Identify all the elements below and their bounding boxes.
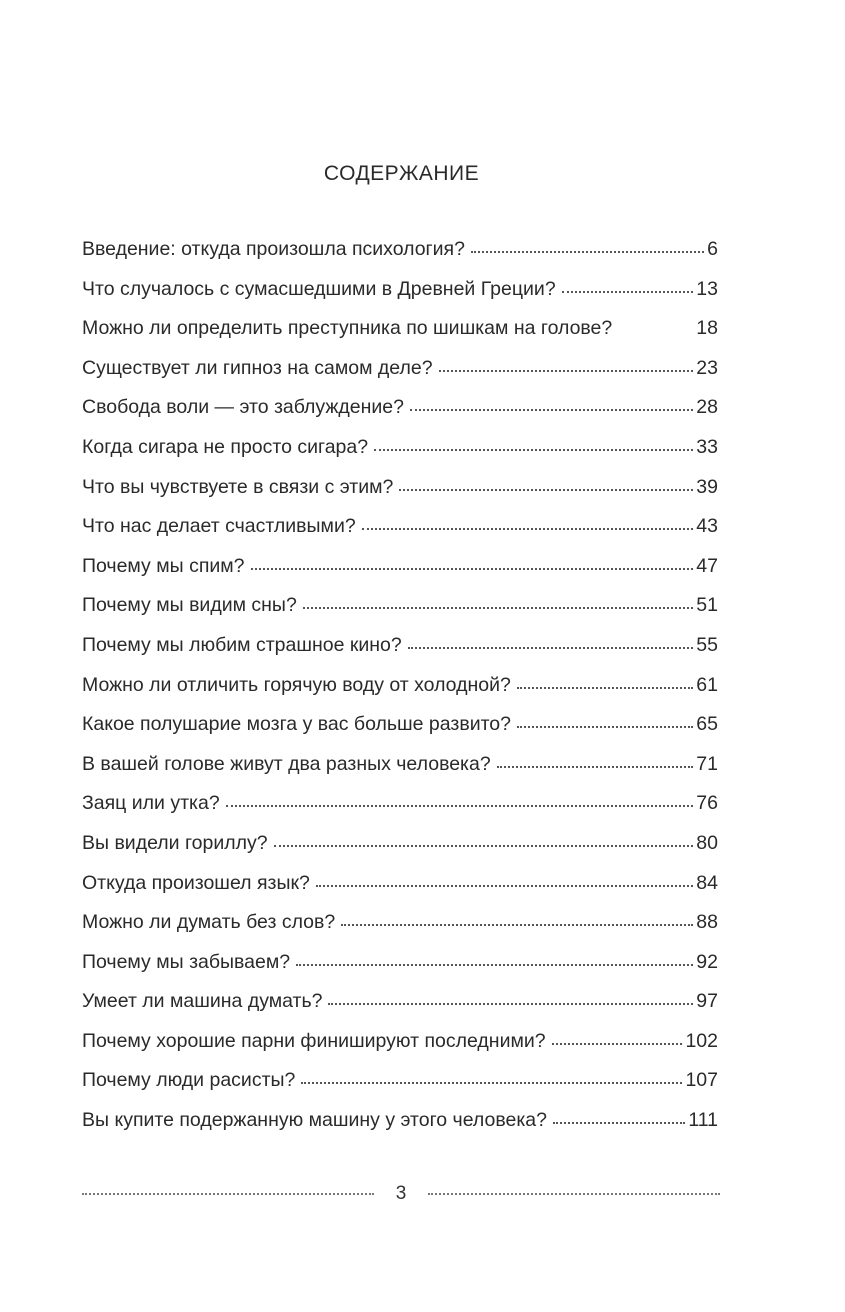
toc-entry-title: Почему мы забываем?: [82, 950, 291, 973]
dot-leader: [399, 488, 693, 491]
toc-entry-page: 76: [696, 792, 718, 815]
toc-entry-title: Когда сигара не просто сигара?: [82, 435, 369, 458]
toc-entry-title: Почему мы видим сны?: [82, 594, 297, 617]
toc-entry[interactable]: [82, 515, 718, 555]
toc-entry[interactable]: [82, 832, 718, 872]
toc-entry-page: 61: [696, 673, 718, 696]
dot-leader: [517, 725, 693, 728]
toc-entry-page: 71: [696, 752, 718, 775]
dot-leader: [471, 250, 704, 253]
toc-entry-title: Введение: откуда произошла психология?: [82, 238, 465, 260]
toc-entry-title: Что вы чувствуете в связи с этим?: [82, 475, 394, 498]
toc-entry-title: Почему люди расисты?: [82, 1069, 296, 1092]
toc-entry[interactable]: [82, 555, 718, 595]
toc-entry-title: Что случалось с сумасшедшими в Древней Греции?: [82, 277, 556, 300]
footer-dotted-rule-right: [428, 1193, 720, 1195]
toc-entry-page: 102: [685, 1029, 718, 1052]
toc-entry[interactable]: [82, 792, 718, 832]
dot-leader: [362, 527, 694, 530]
toc-entry[interactable]: [82, 317, 718, 357]
toc-entry[interactable]: [82, 238, 718, 278]
dot-leader: [408, 646, 694, 649]
page-number: 3: [395, 1183, 407, 1204]
dot-leader: [274, 844, 694, 847]
toc-entry-page: 111: [688, 1109, 718, 1132]
dot-leader: [553, 1121, 685, 1124]
toc-entry[interactable]: [82, 594, 718, 634]
dot-leader: [562, 290, 694, 293]
toc-entry-page: 13: [696, 277, 718, 300]
toc-entry-title: Умеет ли машина думать?: [82, 990, 323, 1013]
toc-entry-page: 39: [696, 475, 718, 498]
toc-entry[interactable]: [82, 436, 718, 476]
toc-entry-page: 88: [696, 911, 718, 934]
toc-entry-title: Почему хорошие парни финишируют последними?: [82, 1029, 546, 1052]
toc-entry-title: Откуда произошел язык?: [82, 871, 310, 894]
dot-leader: [296, 963, 693, 966]
dot-leader: [552, 1042, 683, 1045]
toc-entry[interactable]: [82, 872, 718, 912]
toc-entry-page: 92: [696, 950, 718, 973]
toc-entry-title: Можно ли думать без слов?: [82, 911, 336, 934]
toc-entry-title: Почему мы спим?: [82, 554, 245, 577]
toc-entry-title: Почему мы любим страшное кино?: [82, 633, 402, 656]
toc-entry[interactable]: [82, 911, 718, 951]
toc-entry[interactable]: [82, 396, 718, 436]
toc-entry-title: Можно ли определить преступника по шишкам на голове?: [82, 317, 613, 340]
dot-leader: [517, 686, 693, 689]
page-title: СОДЕРЖАНИЕ: [323, 162, 480, 185]
toc-entry-page: 23: [696, 356, 718, 379]
dot-leader: [301, 1081, 682, 1084]
toc-entry-page: 18: [696, 317, 718, 340]
dot-leader: [374, 448, 693, 451]
toc-entry-page: 107: [685, 1069, 718, 1092]
toc-entry-page: 65: [696, 713, 718, 736]
dot-leader: [251, 567, 694, 570]
dot-leader: [226, 804, 694, 807]
toc-entry-page: 28: [696, 396, 718, 419]
dot-leader: [328, 1002, 693, 1005]
toc-entry-title: В вашей голове живут два разных человека?: [82, 752, 491, 775]
dot-leader: [497, 765, 694, 768]
toc-entry[interactable]: [82, 753, 718, 793]
toc-entry-page: 80: [696, 831, 718, 854]
toc-entry-page: 43: [696, 515, 718, 538]
footer-dotted-rule-left: [82, 1193, 374, 1195]
toc-entry[interactable]: [82, 278, 718, 318]
toc-entry[interactable]: [82, 674, 718, 714]
toc-entry-page: 97: [696, 990, 718, 1013]
dot-leader: [439, 369, 694, 372]
toc-entry[interactable]: [82, 357, 718, 397]
dot-leader: [303, 606, 694, 609]
toc-entry-title: Существует ли гипноз на самом деле?: [82, 356, 433, 379]
toc-entry-page: 51: [696, 594, 718, 617]
toc-entry[interactable]: [82, 990, 718, 1030]
toc-entry-title: Можно ли отличить горячую воду от холодной?: [82, 673, 511, 696]
toc-entry-title: Заяц или утка?: [82, 792, 220, 815]
toc-entry[interactable]: [82, 634, 718, 674]
toc-entry[interactable]: [82, 951, 718, 991]
toc-entry-title: Что нас делает счастливыми?: [82, 515, 356, 538]
toc-entry-title: Вы купите подержанную машину у этого человека?: [82, 1109, 547, 1132]
dot-leader: [410, 408, 693, 411]
table-of-contents: [82, 238, 718, 1149]
dot-leader: [341, 923, 693, 926]
dot-leader: [316, 884, 693, 887]
toc-entry[interactable]: [82, 1109, 718, 1149]
toc-entry-page: 47: [696, 554, 718, 577]
toc-entry-page: 84: [696, 871, 718, 894]
toc-entry-page: 6: [707, 238, 718, 260]
toc-entry-page: 55: [696, 633, 718, 656]
toc-entry[interactable]: [82, 476, 718, 516]
toc-entry[interactable]: [82, 1069, 718, 1109]
toc-entry-page: 33: [696, 435, 718, 458]
page-footer: [82, 1182, 720, 1206]
toc-entry-title: Какое полушарие мозга у вас больше развито?: [82, 713, 511, 736]
toc-entry-title: Вы видели гориллу?: [82, 831, 268, 854]
toc-entry[interactable]: [82, 713, 718, 753]
toc-entry[interactable]: [82, 1030, 718, 1070]
toc-entry-title: Свобода воли — это заблуждение?: [82, 396, 404, 419]
